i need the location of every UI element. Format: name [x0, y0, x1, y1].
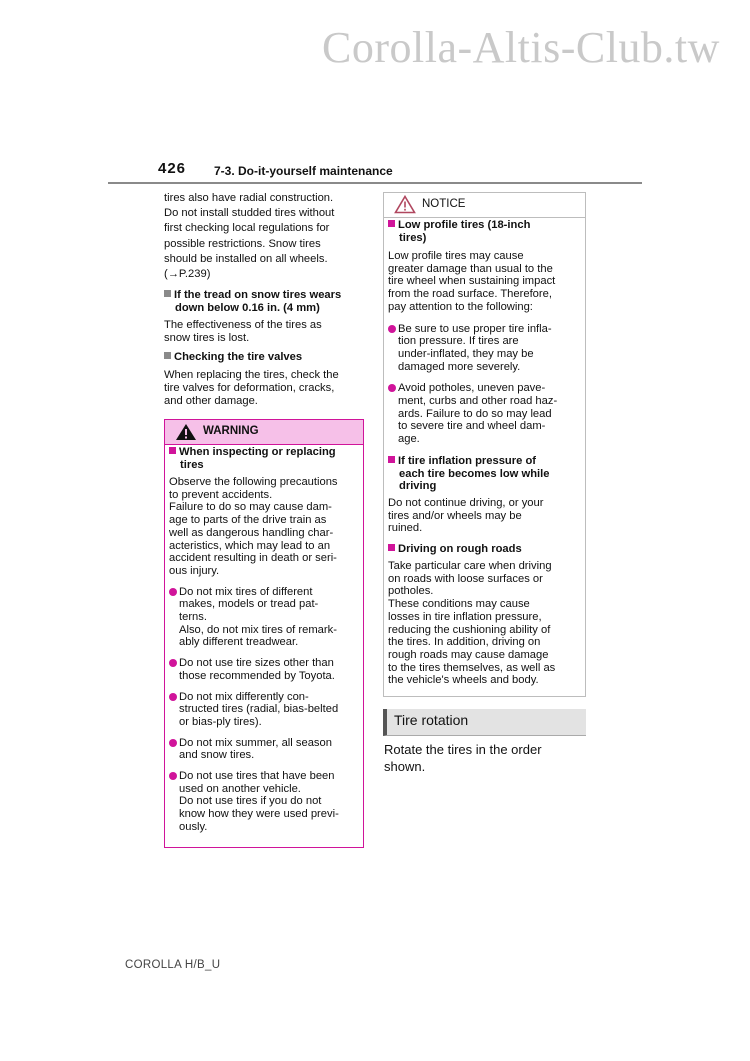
warning-content	[169, 446, 361, 834]
bullet-dot-icon	[169, 659, 177, 667]
bullet-dot-icon	[169, 588, 177, 596]
rough-roads-heading: Driving on rough roads	[388, 543, 583, 556]
valves-body: When replacing the tires, check the tire valves for deformation, cracks, and other damage.	[164, 369, 339, 408]
warning-bullet: Do not use tires that have been used on another vehicle. Do not use tires if you do not know how they were used previ- ously.	[169, 770, 361, 834]
valves-heading: Checking the tire valves	[164, 351, 369, 364]
notice-label: NOTICE	[422, 198, 466, 210]
notice-box	[383, 192, 586, 697]
warning-heading: When inspecting or replacing tires	[169, 446, 361, 472]
tire-rotation-body: Rotate the tires in the order shown.	[384, 742, 542, 774]
warning-label: WARNING	[203, 425, 259, 437]
square-bullet-icon	[164, 290, 171, 297]
snow-tread-heading: If the tread on snow tires wears down below 0.16 in. (4 mm)	[164, 289, 369, 315]
pressure-body: Do not continue driving, or your tires and/or wheels may be ruined.	[388, 496, 544, 535]
bullet-dot-icon	[169, 693, 177, 701]
notice-content	[388, 219, 583, 687]
warning-bullet: Do not mix summer, all season and snow tires.	[169, 737, 361, 762]
pressure-heading: If tire inflation pressure of each tire becomes low while driving	[388, 455, 583, 493]
square-bullet-icon	[388, 456, 395, 463]
bullet-dot-icon	[388, 384, 396, 392]
warning-box	[164, 419, 364, 848]
tire-rotation-heading	[383, 709, 586, 736]
caution-triangle-icon	[394, 195, 416, 214]
square-bullet-icon	[388, 544, 395, 551]
footer-model: COROLLA H/B_U	[125, 959, 221, 971]
warning-triangle-icon	[175, 423, 197, 441]
notice-header	[384, 193, 585, 218]
warning-body: Observe the following precautions to prevent accidents. Failure to do so may cause dam- age to parts of the drive train as well as dangerous handling char- acteristics, which may lead to an accident resulting in death or seri- ous injury.	[169, 476, 338, 577]
square-bullet-icon	[169, 447, 176, 454]
section-title: 7-3. Do-it-yourself maintenance	[214, 164, 393, 178]
square-bullet-icon	[164, 352, 171, 359]
rough-roads-body: Take particular care when driving on roads with loose surfaces or potholes. These conditions may cause losses in tire inflation pressure, reducing the cushioning ability of the tires. In addition, driving on rough roads may cause damage to the tires themselves, as well as the vehicle's wheels and body.	[388, 560, 556, 687]
square-bullet-icon	[388, 220, 395, 227]
warning-header	[165, 420, 363, 445]
snow-tread-body: The effectiveness of the tires as snow tires is lost.	[164, 319, 322, 345]
bullet-dot-icon	[169, 772, 177, 780]
notice-bullet: Be sure to use proper tire infla- tion pressure. If tires are under-inflated, they may be damaged more severely.	[388, 323, 583, 374]
tire-rotation-title: Tire rotation	[394, 712, 469, 728]
low-profile-body: Low profile tires may cause greater damage than usual to the tire wheel when sustaining impact from the road surface. Therefore, pay attention to the following:	[388, 250, 556, 313]
watermark: Corolla-Altis-Club.tw	[322, 23, 720, 72]
bullet-dot-icon	[169, 739, 177, 747]
left-column-text	[164, 191, 369, 408]
low-profile-heading: Low profile tires (18-inch tires)	[388, 219, 583, 245]
bullet-dot-icon	[388, 325, 396, 333]
page-number: 426	[158, 160, 187, 177]
warning-bullet: Do not use tire sizes other than those recommended by Toyota.	[169, 657, 361, 682]
notice-bullet: Avoid potholes, uneven pave- ment, curbs and other road haz- ards. Failure to do so may lead to severe tire and wheel dam- age.	[388, 382, 583, 446]
header-rule	[108, 182, 642, 184]
warning-bullet: Do not mix differently con- structed tires (radial, bias-belted or bias-ply tires).	[169, 691, 361, 729]
intro-paragraph: tires also have radial construction. Do not install studded tires without first checking local regulations for possible restrictions. Snow tires should be installed on all wheels. (→P.239)	[164, 192, 335, 281]
warning-bullet: Do not mix tires of different makes, models or tread pat- terns. Also, do not mix tires of remark- ably different treadwear.	[169, 586, 361, 650]
